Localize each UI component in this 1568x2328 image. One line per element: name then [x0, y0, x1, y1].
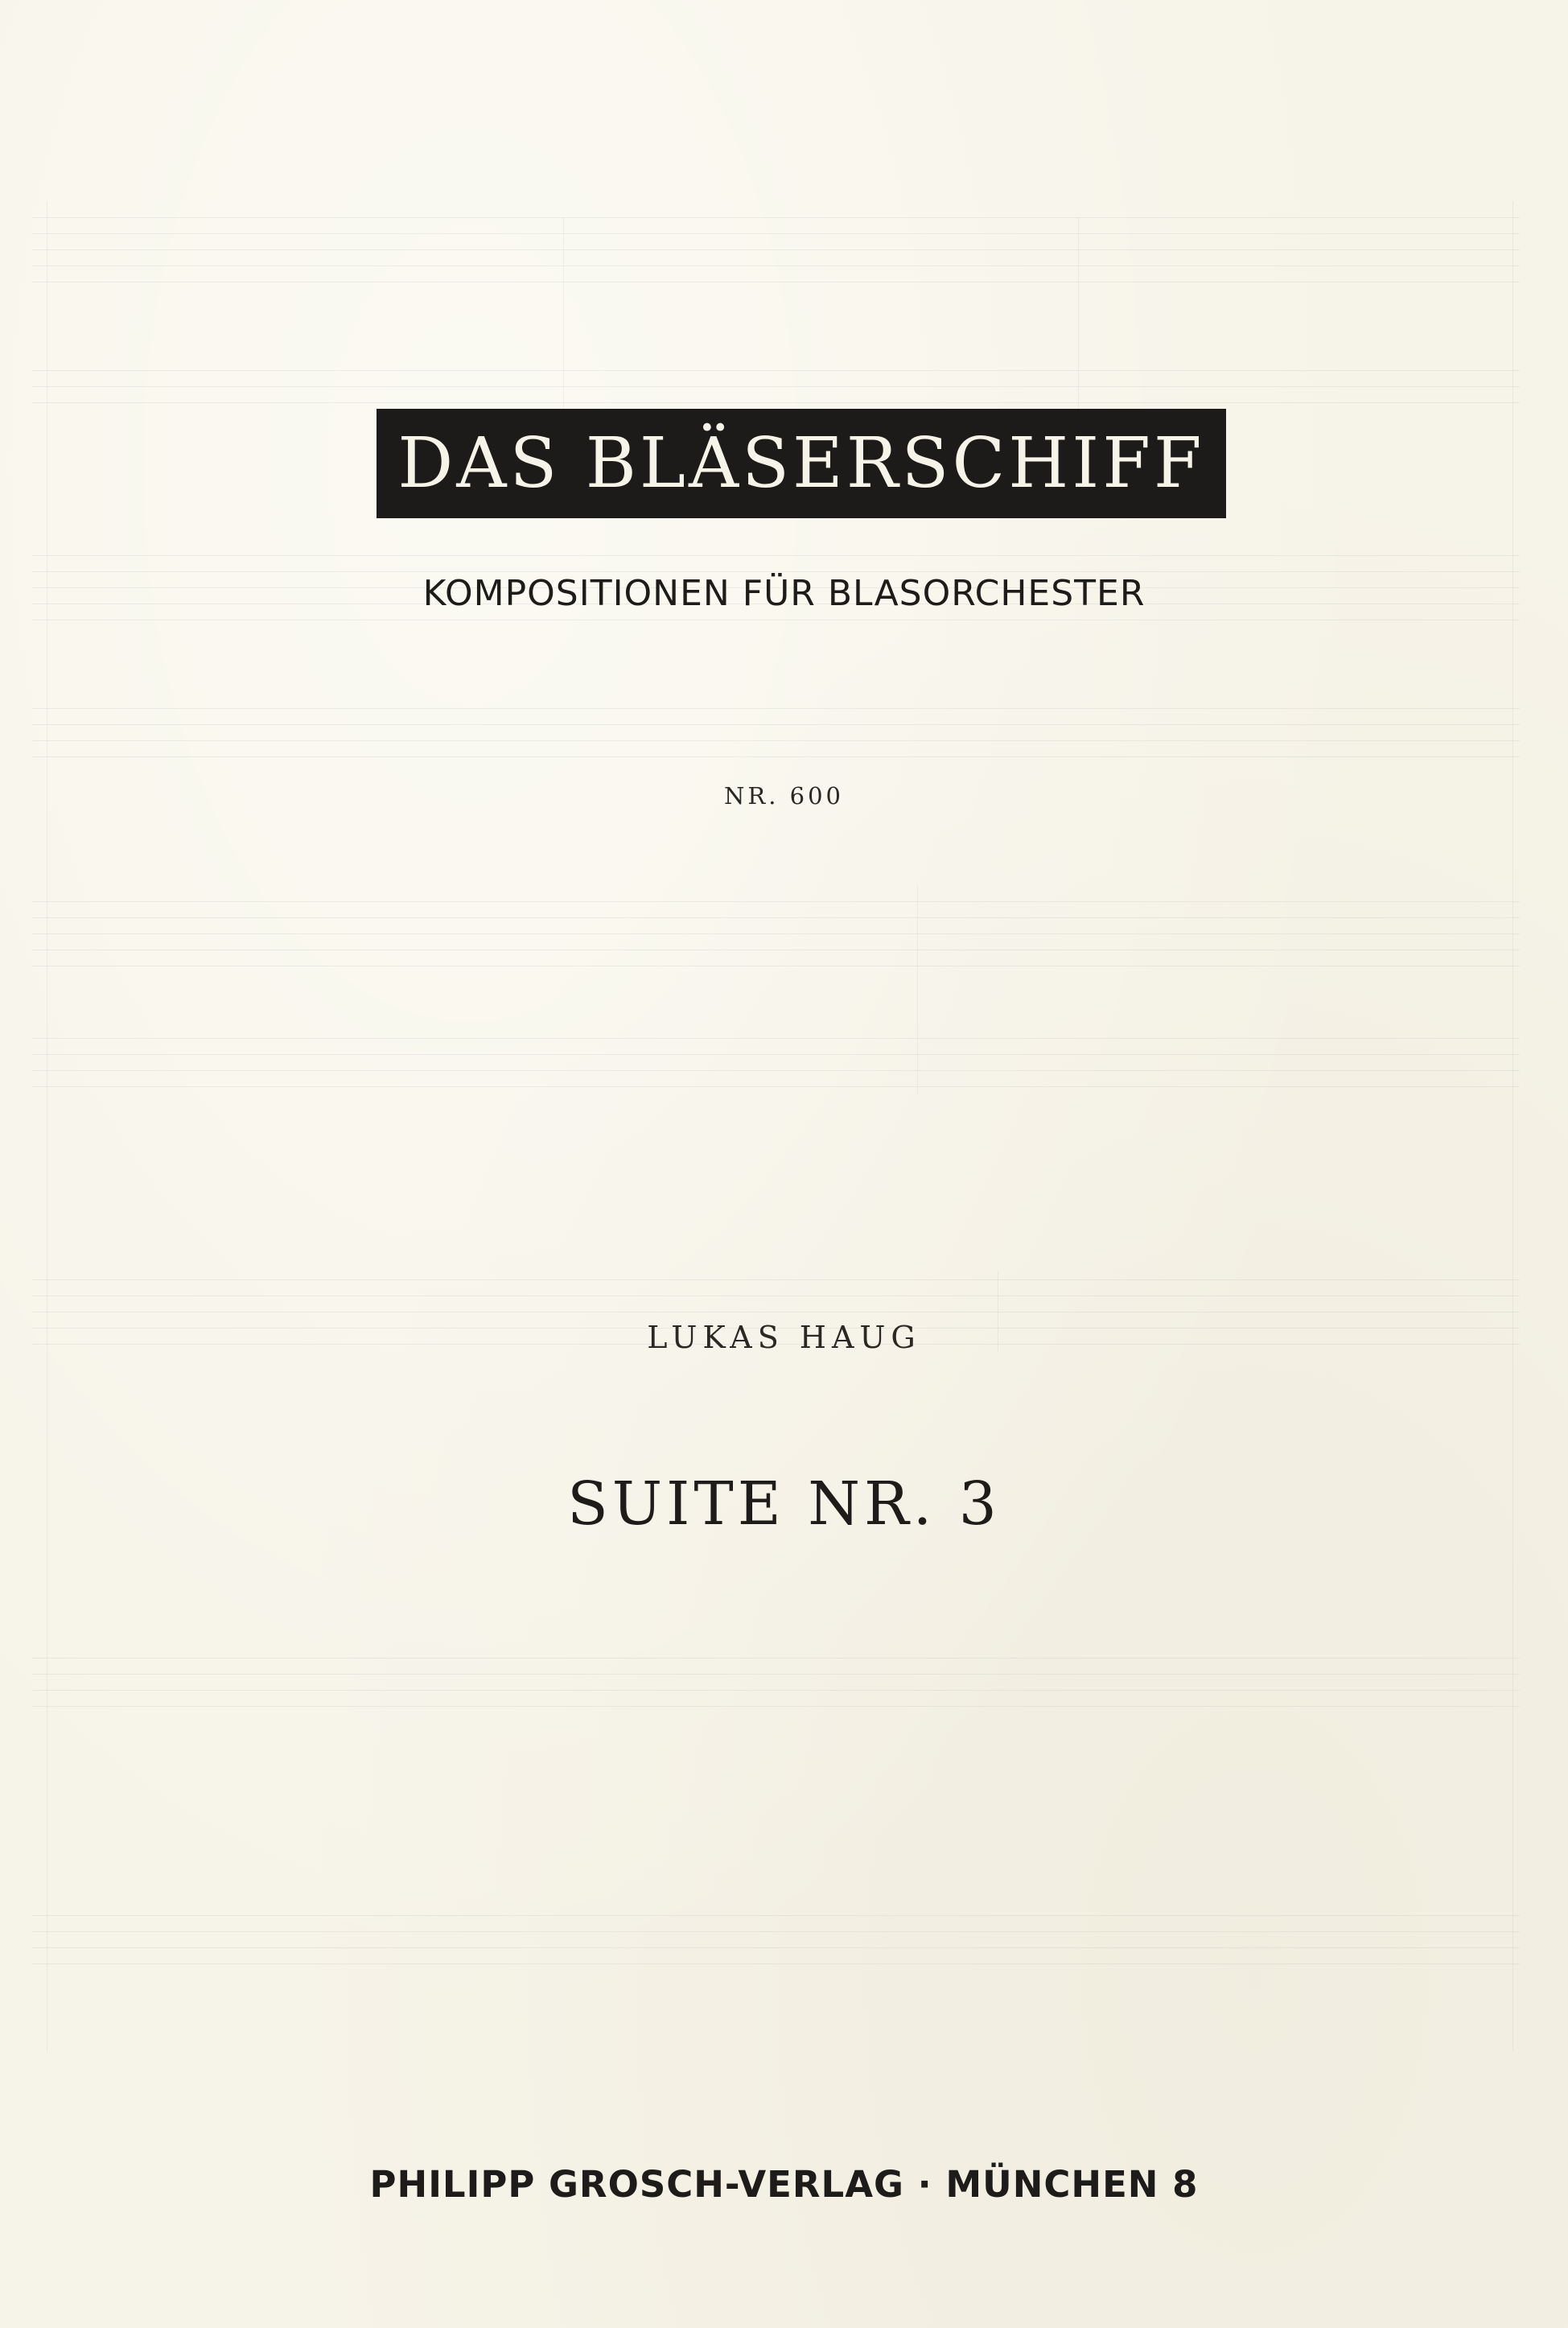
composer-name: LUKAS HAUG [647, 1320, 921, 1355]
publisher-imprint: PHILIPP GROSCH-VERLAG · MÜNCHEN 8 [369, 2163, 1199, 2206]
series-banner [377, 409, 1226, 518]
series-title: DAS BLÄSERSCHIFF [397, 423, 1205, 504]
work-title: SUITE NR. 3 [567, 1469, 1001, 1539]
catalog-number: NR. 600 [724, 782, 844, 810]
series-subtitle: KOMPOSITIONEN FÜR BLASORCHESTER [422, 573, 1146, 614]
